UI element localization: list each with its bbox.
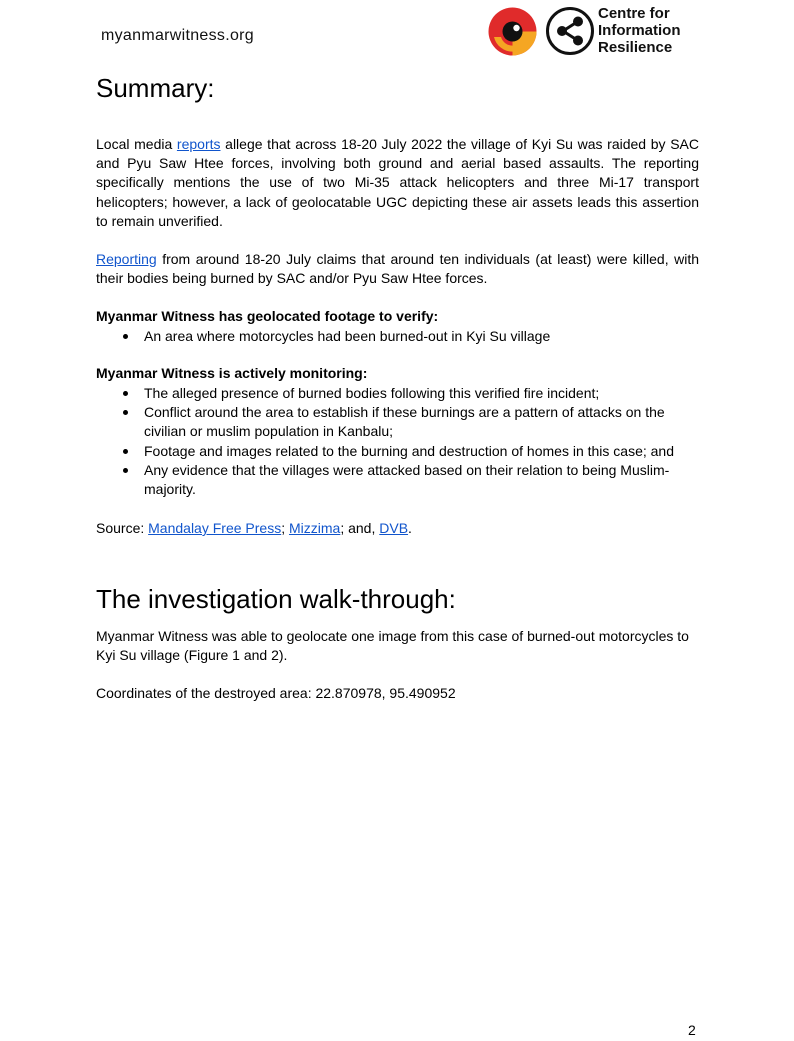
reporting-link[interactable]: Reporting [96,251,157,267]
list-item: Footage and images related to the burning and destruction of homes in this case; and [120,442,699,461]
site-url: myanmarwitness.org [101,27,255,44]
source-end: . [408,520,412,536]
dvb-link[interactable]: DVB [379,520,409,536]
summary-heading: Summary: [96,73,215,103]
reports-link[interactable]: reports [176,136,221,152]
summary-paragraph-1 [96,135,699,231]
summary-p2-rest: from around 18-20 July claims that around ten individuals (at least) were killed, with their bodies being burned by SAC and/or Pyu Saw Htee forces. [96,251,699,287]
source-separator: ; and, [340,520,380,536]
organization-logo-text [598,5,681,56]
monitor-heading: Myanmar Witness is actively monitoring: [96,365,368,381]
coordinates-paragraph: Coordinates of the destroyed area: 22.870978, 95.490952 [96,685,456,701]
page-number: 2 [688,1022,696,1038]
summary-paragraph-2 [96,250,699,288]
logo-line-3: Resilience [598,39,673,56]
summary-p1-rest: allege that across 18-20 July 2022 the village of Kyi Su was raided by SAC and Pyu Saw Htee forces, involving both ground and aerial based assaults. The reporting specifically mentions the use of two Mi-35 attack helicopters and three Mi-17 transport helicopters; however, a lack of geolocatable UGC depicting these air assets leads this assertion to remain unverified. [96,136,699,229]
logo-line-1: Centre for [598,5,670,22]
list-item: Any evidence that the villages were attacked based on their relation to being Muslim-majority. [120,461,699,499]
walkthrough-heading: The investigation walk-through: [96,584,456,614]
mizzima-link[interactable]: Mizzima [288,520,341,536]
share-network-logo-icon [546,7,594,55]
source-separator: ; [281,520,289,536]
list-item: An area where motorcycles had been burned-out in Kyi Su village [120,327,699,346]
cir-circle-logo-icon [488,7,537,56]
source-line [96,519,699,538]
summary-p1-lead: Local media [96,136,177,152]
list-item: The alleged presence of burned bodies following this verified fire incident; [120,384,699,403]
monitor-list [120,384,699,499]
list-item: Conflict around the area to establish if these burnings are a pattern of attacks on the civilian or muslim population in Kanbalu; [120,403,699,441]
source-label: Source: [96,520,149,536]
mandalay-free-press-link[interactable]: Mandalay Free Press [148,520,282,536]
walkthrough-paragraph-1: Myanmar Witness was able to geolocate one image from this case of burned-out motorcycles to Kyi Su village (Figure 1 and 2). [96,628,689,664]
verify-heading: Myanmar Witness has geolocated footage to verify: [96,308,439,324]
verify-list [120,327,699,346]
logo-line-2: Information [598,22,681,39]
